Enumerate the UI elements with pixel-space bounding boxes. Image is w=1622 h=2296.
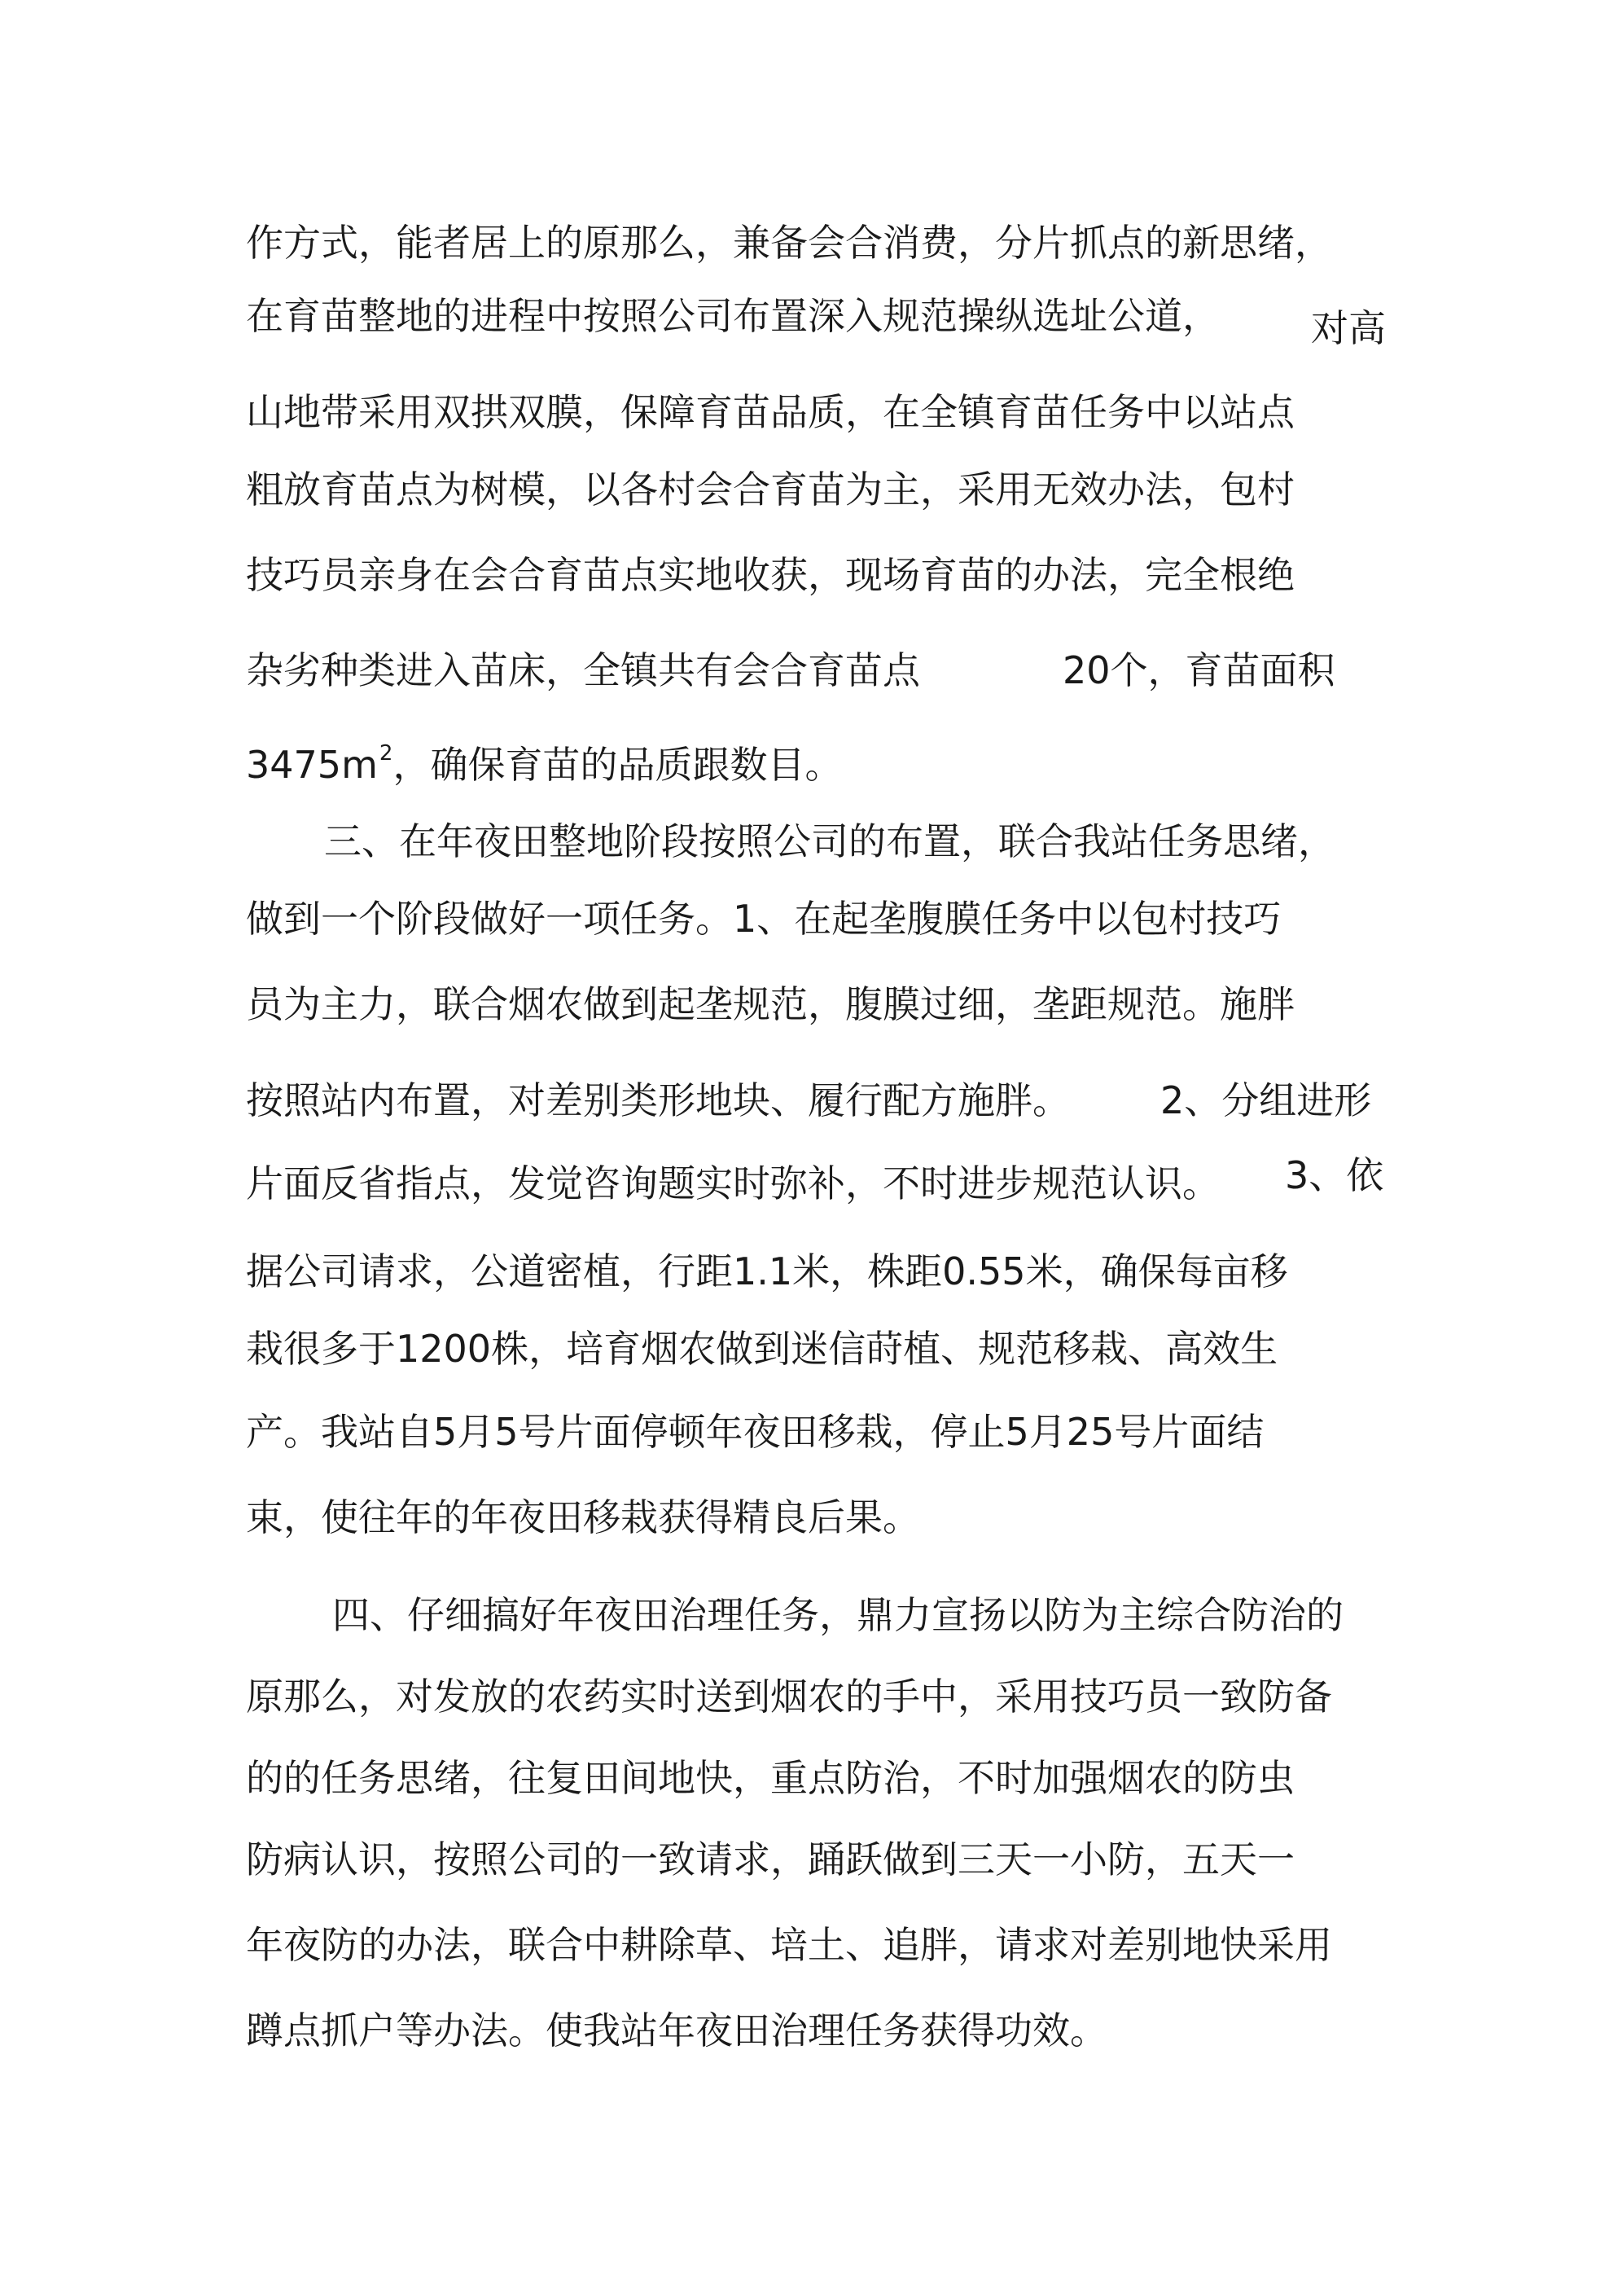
text-line: 在育苗整地的进程中按照公司布置深入规范操纵选址公道， [246,294,1220,338]
text-line: 束，使往年的年夜田移栽获得精良后果。 [246,1495,920,1539]
paragraph-start: 三、在年夜田整地阶段按照公司的布置，联合我站任务思绪， [324,819,1335,863]
text-line: 杂劣种类进入苗床，全镇共有会合育苗点 [246,648,920,692]
text-line: 做到一个阶段做好一项任务。1、在起垄腹膜任务中以包村技巧 [246,897,1282,941]
text-line: 作方式，能者居上的原那么，兼备会合消费，分片抓点的新思绪， [246,221,1332,265]
text-line: 2、分组进形 [1160,1078,1372,1122]
area-value: 3475m [246,743,378,787]
text-line: 按照站内布置，对差别类形地块、履行配方施胖。 [246,1078,1070,1122]
text-line: 对高 [1311,306,1386,350]
text-line: 的的任务思绪，往复田间地快，重点防治，不时加强烟农的防虫 [246,1756,1295,1800]
text-line: 20个，育苗面积 [1063,648,1335,692]
text-line: 原那么，对发放的农药实时送到烟农的手中，采用技巧员一致防备 [246,1675,1332,1719]
text-line: 防病认识，按照公司的一致请求，踊跃做到三天一小防，五天一 [246,1837,1295,1881]
text-line: 3、依 [1285,1153,1384,1197]
text-segment: ，确保育苗的品质跟数目。 [392,743,843,787]
superscript: 2 [379,741,393,766]
text-line: 据公司请求，公道密植，行距1.1米，株距0.55米，确保每亩移 [246,1249,1288,1293]
text-line: 员为主力，联合烟农做到起垄规范，腹膜过细，垄距规范。施胖 [246,982,1295,1026]
text-line: 片面反省指点，发觉咨询题实时弥补，不时进步规范认识。 [246,1161,1220,1205]
text-line: 栽很多于1200株，培育烟农做到迷信莳植、规范移栽、高效生 [246,1327,1278,1371]
text-line: 山地带采用双拱双膜，保障育苗品质，在全镇育苗任务中以站点 [246,390,1295,434]
text-line: 产。我站自5月5号片面停顿年夜田移栽，停止5月25号片面结 [246,1410,1265,1454]
text-line [246,741,843,787]
paragraph-start: 四、仔细搞好年夜田治理任务，鼎力宣扬以防为主综合防治的 [332,1593,1344,1637]
text-line: 技巧员亲身在会合育苗点实地收获，现场育苗的办法，完全根绝 [246,553,1295,597]
text-line: 粗放育苗点为树模，以各村会合育苗为主，采用无效办法，包村 [246,468,1295,511]
text-line: 年夜防的办法，联合中耕除草、培土、追胖，请求对差别地快采用 [246,1923,1332,1967]
text-line: 蹲点抓户等办法。使我站年夜田治理任务获得功效。 [246,2008,1107,2052]
